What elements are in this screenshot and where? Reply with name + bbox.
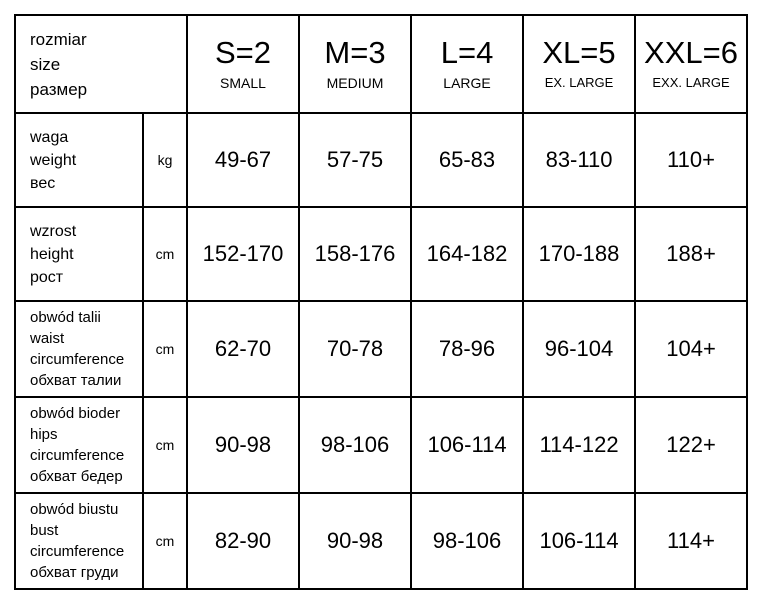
row-label-weight-en: weight xyxy=(30,151,77,169)
table-row-hips xyxy=(15,397,747,493)
cell-bust-m: 90-98 xyxy=(299,493,411,589)
row-label-weight-ru: вес xyxy=(30,174,56,192)
header-size-m xyxy=(299,15,411,113)
row-label-hips-pl: obwód bioder xyxy=(30,405,121,422)
row-label-waist-en2: circumference xyxy=(30,351,125,368)
row-label-height xyxy=(15,207,143,301)
row-label-waist xyxy=(15,301,143,397)
header-size-s xyxy=(187,15,299,113)
row-label-waist-en1: waist xyxy=(30,330,65,347)
header-size-code-s: S=2 xyxy=(215,34,272,70)
header-size-word-s: SMALL xyxy=(220,74,266,91)
row-label-hips-ru: обхват бедер xyxy=(30,468,123,485)
table-header-row xyxy=(15,15,747,113)
cell-bust-xl: 106-114 xyxy=(523,493,635,589)
header-size-code-xxl: XXL=6 xyxy=(644,34,738,70)
cell-waist-xxl: 104+ xyxy=(635,301,747,397)
header-size-code-m: M=3 xyxy=(324,34,386,70)
row-label-hips-en1: hips xyxy=(30,426,58,443)
cell-bust-l: 98-106 xyxy=(411,493,523,589)
cell-weight-s: 49-67 xyxy=(187,113,299,207)
row-label-bust-en1: bust xyxy=(30,522,59,539)
header-size-xl xyxy=(523,15,635,113)
cell-weight-xxl: 110+ xyxy=(635,113,747,207)
header-size-word-m: MEDIUM xyxy=(326,74,384,91)
header-size-code-xl: XL=5 xyxy=(542,34,616,70)
cell-height-m: 158-176 xyxy=(299,207,411,301)
header-label-line-pl: rozmiar xyxy=(30,29,87,49)
cell-hips-s: 90-98 xyxy=(187,397,299,493)
table-row-waist xyxy=(15,301,747,397)
header-size-code-l: L=4 xyxy=(440,34,494,70)
cell-height-s: 152-170 xyxy=(187,207,299,301)
row-label-waist-ru: обхват талии xyxy=(30,372,122,389)
cell-waist-m: 70-78 xyxy=(299,301,411,397)
header-size-xxl xyxy=(635,15,747,113)
header-size-word-l: LARGE xyxy=(443,74,491,91)
table-row-bust xyxy=(15,493,747,589)
row-label-height-ru: рост xyxy=(30,268,64,286)
row-label-bust xyxy=(15,493,143,589)
header-label-line-en: size xyxy=(30,54,61,74)
row-unit-height: cm xyxy=(143,207,187,301)
cell-height-xxl: 188+ xyxy=(635,207,747,301)
row-label-bust-pl: obwód biustu xyxy=(30,501,119,518)
header-size-word-xl: EX. LARGE xyxy=(544,74,614,90)
cell-height-l: 164-182 xyxy=(411,207,523,301)
row-label-hips-en2: circumference xyxy=(30,447,125,464)
row-label-weight xyxy=(15,113,143,207)
cell-waist-xl: 96-104 xyxy=(523,301,635,397)
cell-bust-s: 82-90 xyxy=(187,493,299,589)
cell-hips-xl: 114-122 xyxy=(523,397,635,493)
row-label-hips xyxy=(15,397,143,493)
row-label-height-en: height xyxy=(30,245,74,263)
cell-weight-l: 65-83 xyxy=(411,113,523,207)
header-label-cell xyxy=(15,15,187,113)
row-unit-waist: cm xyxy=(143,301,187,397)
row-unit-bust: cm xyxy=(143,493,187,589)
row-unit-hips: cm xyxy=(143,397,187,493)
row-label-height-pl: wzrost xyxy=(30,222,77,240)
cell-hips-xxl: 122+ xyxy=(635,397,747,493)
cell-hips-l: 106-114 xyxy=(411,397,523,493)
cell-waist-l: 78-96 xyxy=(411,301,523,397)
header-size-l xyxy=(411,15,523,113)
size-chart-table xyxy=(14,14,748,590)
cell-waist-s: 62-70 xyxy=(187,301,299,397)
row-label-weight-pl: waga xyxy=(30,128,69,146)
cell-weight-xl: 83-110 xyxy=(523,113,635,207)
row-unit-weight: kg xyxy=(143,113,187,207)
cell-height-xl: 170-188 xyxy=(523,207,635,301)
row-label-waist-pl: obwód talii xyxy=(30,309,101,326)
cell-weight-m: 57-75 xyxy=(299,113,411,207)
cell-bust-xxl: 114+ xyxy=(635,493,747,589)
row-label-bust-en2: circumference xyxy=(30,543,125,560)
table-row-weight xyxy=(15,113,747,207)
cell-hips-m: 98-106 xyxy=(299,397,411,493)
table-row-height xyxy=(15,207,747,301)
header-label-line-ru: размер xyxy=(30,79,88,99)
row-label-bust-ru: обхват груди xyxy=(30,564,119,581)
header-size-word-xxl: EXX. LARGE xyxy=(652,74,730,90)
